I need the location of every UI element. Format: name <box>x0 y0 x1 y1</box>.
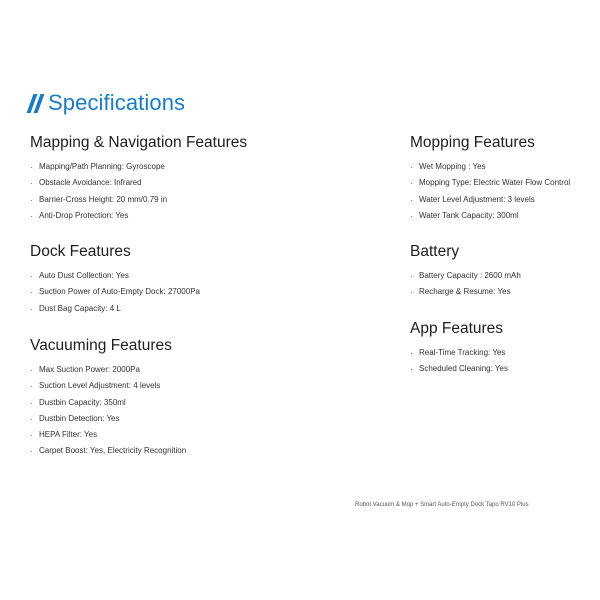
spec-item: · Barrier-Cross Height: 20 mm/0.79 in <box>30 192 247 208</box>
spec-list <box>410 345 508 378</box>
spec-item: · Water Tank Capacity: 300ml <box>410 208 570 224</box>
section-vacuuming <box>30 337 186 460</box>
spec-item: · Dustbin Detection: Yes <box>30 411 186 427</box>
spec-item: · HEPA Filter: Yes <box>30 427 186 443</box>
page-header <box>30 90 185 116</box>
section-title: Vacuuming Features <box>30 337 172 354</box>
spec-list <box>30 362 186 460</box>
section-battery <box>410 243 521 301</box>
section-title: Mopping Features <box>410 134 535 151</box>
spec-item: · Suction Level Adjustment: 4 levels <box>30 378 186 394</box>
section-dock <box>30 243 200 317</box>
spec-item: · Real-Time Tracking: Yes <box>410 345 508 361</box>
double-slash-icon <box>30 94 44 113</box>
section-mopping <box>410 134 570 224</box>
spec-item: · Dust Bag Capacity: 4 L <box>30 301 200 317</box>
spec-item: · Obstacle Avoidance: Infrared <box>30 175 247 191</box>
spec-item: · Auto Dust Collection: Yes <box>30 268 200 284</box>
spec-item: · Carpet Boost: Yes, Electricity Recognition <box>30 443 186 459</box>
product-footer-note: Robot Vacuum & Mop + Smart Auto-Empty Dock Tapo RV10 Plus <box>355 502 529 508</box>
section-app <box>410 320 508 378</box>
spec-item: · Mopping Type: Electric Water Flow Control <box>410 175 570 191</box>
section-title: Dock Features <box>30 243 131 260</box>
spec-item: · Water Level Adjustment: 3 levels <box>410 192 570 208</box>
spec-list <box>410 159 570 224</box>
spec-item: · Suction Power of Auto-Empty Dock: 27000Pa <box>30 284 200 300</box>
spec-item: · Recharge & Resume: Yes <box>410 284 521 300</box>
spec-list <box>410 268 521 301</box>
spec-list <box>30 268 200 317</box>
spec-item: · Wet Mopping : Yes <box>410 159 570 175</box>
spec-item: · Mapping/Path Planning: Gyroscope <box>30 159 247 175</box>
spec-item: · Anti-Drop Protection: Yes <box>30 208 247 224</box>
page-title: Specifications <box>48 90 186 115</box>
spec-item: · Scheduled Cleaning: Yes <box>410 361 508 377</box>
spec-list <box>30 159 247 224</box>
spec-item: · Max Suction Power: 2000Pa <box>30 362 186 378</box>
section-mapping-navigation <box>30 134 247 224</box>
section-title: App Features <box>410 320 504 337</box>
spec-item: · Dustbin Capacity: 350ml <box>30 395 186 411</box>
section-title: Battery <box>410 243 460 260</box>
section-title: Mapping & Navigation Features <box>30 134 248 151</box>
spec-item: · Battery Capacity : 2600 mAh <box>410 268 521 284</box>
